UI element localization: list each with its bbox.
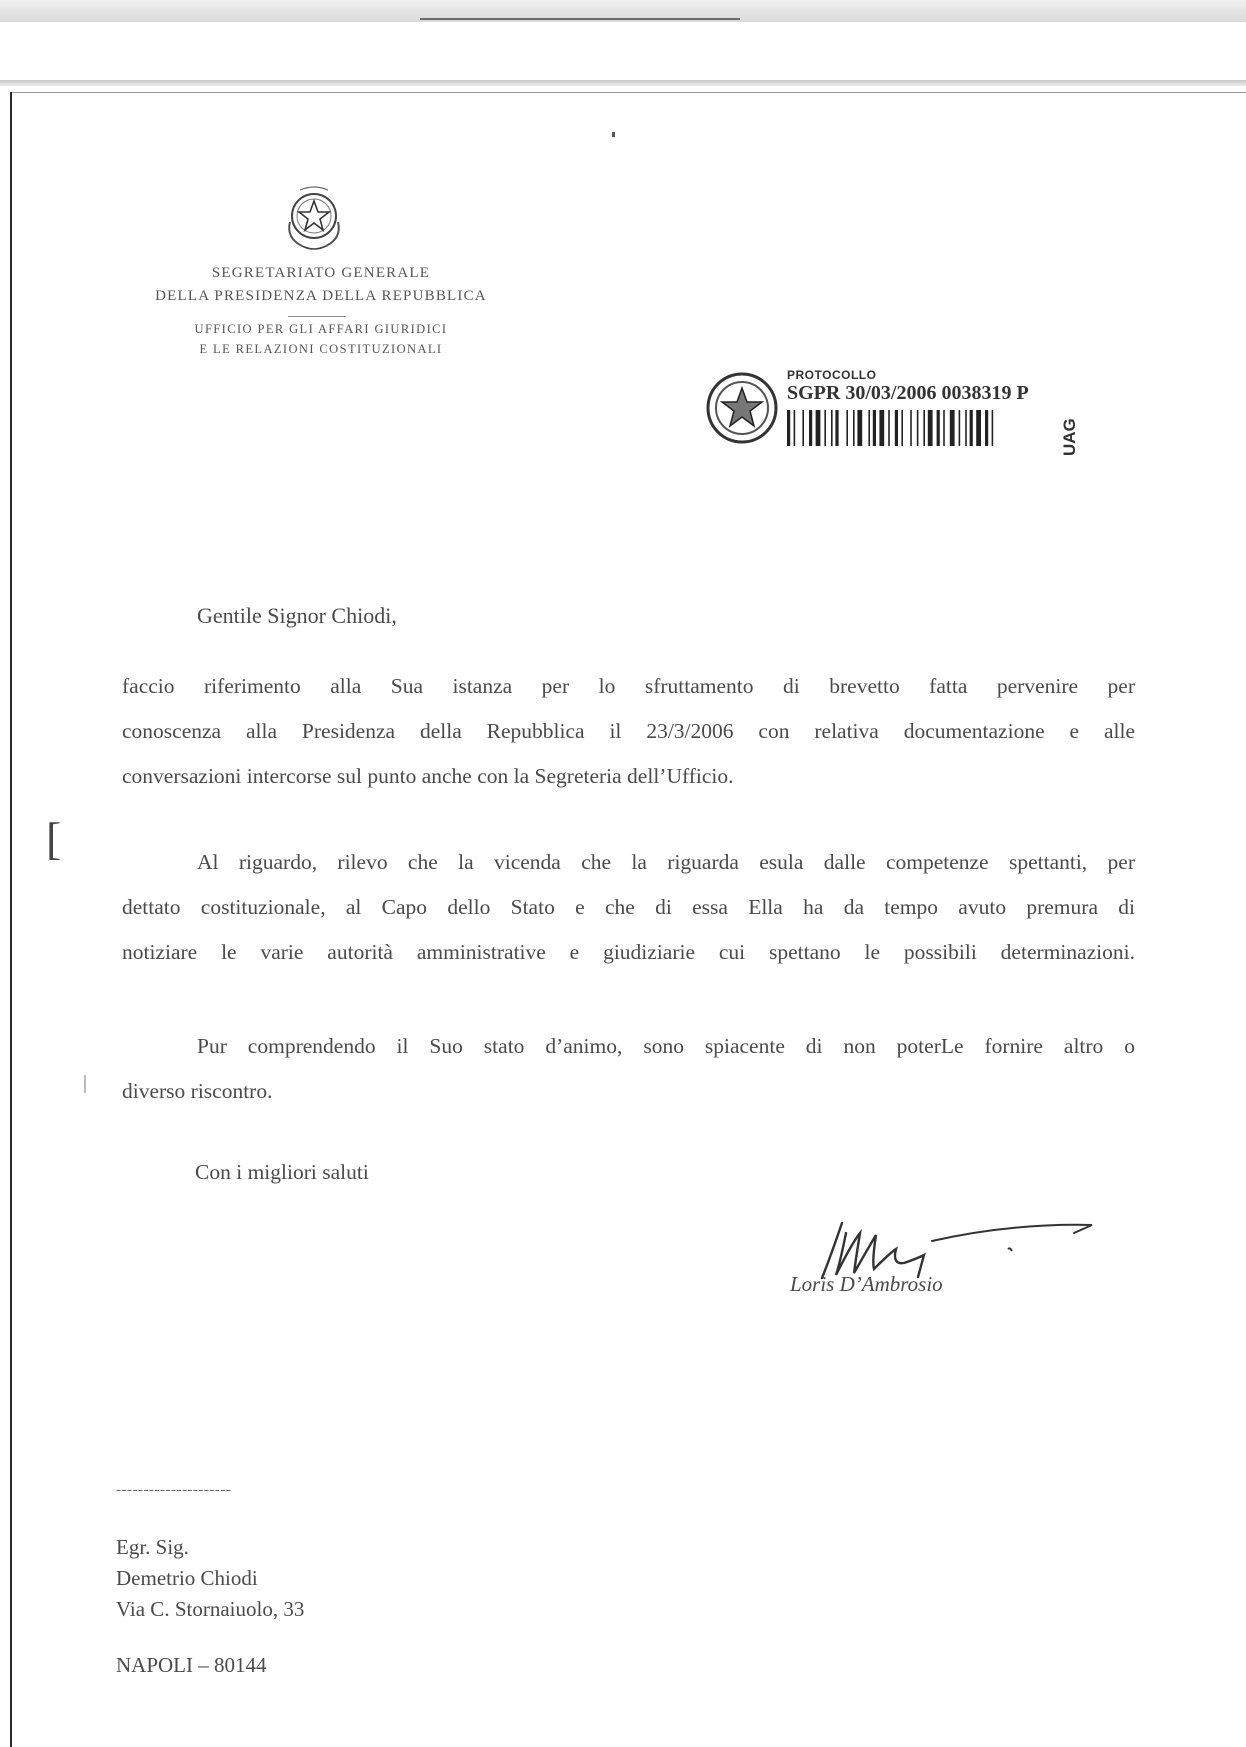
paragraph-line: conoscenza alla Presidenza della Repubblica il 23/3/2006 con relativa documentazione e alle <box>122 719 1135 743</box>
barcode-bar <box>809 410 812 446</box>
address-title: Egr. Sig. <box>116 1535 189 1559</box>
barcode-bar <box>835 410 838 446</box>
barcode-bar <box>959 410 961 446</box>
letterhead-line-2: DELLA PRESIDENZA DELLA REPUBBLICA <box>155 288 487 304</box>
paragraph-line: diverso riscontro. <box>122 1079 273 1103</box>
paragraph-line: conversazioni intercorse sul punto anche con la Segreteria dell’Ufficio. <box>122 764 734 788</box>
paragraph-1 <box>122 664 1135 799</box>
signer-name: Loris D’Ambrosio <box>790 1272 943 1296</box>
barcode-bar <box>910 410 912 446</box>
address-separator: --------------------- <box>116 1482 232 1498</box>
barcode-bar <box>976 410 981 446</box>
barcode-bar <box>824 410 826 446</box>
paragraph-line: Pur comprendendo il Suo stato d’animo, sono spiacente di non poterLe fornire altro o <box>197 1034 1135 1058</box>
stamp-protocol-code: SGPR 30/03/2006 0038319 P <box>787 382 1029 404</box>
page-top-edge <box>10 92 1246 93</box>
letterhead-office-2: E LE RELAZIONI COSTITUZIONALI <box>199 342 443 356</box>
barcode-bar <box>965 410 967 446</box>
barcode-bar <box>873 410 876 446</box>
barcode-bar <box>831 410 833 446</box>
paragraph-2 <box>122 840 1135 975</box>
margin-mark: [ <box>46 813 62 864</box>
barcode-bar <box>992 410 994 446</box>
stamp-side-code: UAG <box>1060 418 1079 456</box>
closing: Con i migliori saluti <box>195 1160 369 1184</box>
page-left-edge <box>10 92 12 1747</box>
stamp-label: PROTOCOLLO <box>787 368 877 382</box>
address-name: Demetrio Chiodi <box>116 1566 258 1590</box>
paragraph-3 <box>122 1024 1135 1114</box>
salutation: Gentile Signor Chiodi, <box>197 603 397 628</box>
barcode-bar <box>985 410 988 446</box>
barcode-bar <box>787 410 790 446</box>
barcode-bar <box>928 410 933 446</box>
barcode-bar <box>937 410 940 446</box>
paragraph-line: faccio riferimento alla Sua istanza per lo sfruttamento di brevetto fatta pervenire per <box>122 674 1135 698</box>
barcode-bar <box>923 410 925 446</box>
scan-speck <box>612 132 615 137</box>
barcode-bar <box>846 410 848 446</box>
barcode-icon <box>787 410 1055 446</box>
letterhead-office-1: UFFICIO PER GLI AFFARI GIURIDICI <box>194 322 448 336</box>
stamp-emblem-icon <box>702 368 782 448</box>
barcode-bar <box>950 410 955 446</box>
barcode-bar <box>970 410 973 446</box>
barcode-bar <box>853 410 855 446</box>
protocol-stamp <box>702 364 1092 460</box>
barcode-bar <box>857 410 862 446</box>
barcode-bar <box>888 410 890 446</box>
barcode-bar <box>868 410 870 446</box>
address-street: Via C. Stornaiuolo, 33 <box>116 1597 305 1621</box>
barcode-bar <box>816 410 821 446</box>
paragraph-line: dettato costituzionale, al Capo dello Stato e che di essa Ella ha da tempo avuto premura di <box>122 895 1135 919</box>
scan-band <box>0 80 1246 86</box>
scan-top-mark <box>420 18 740 20</box>
barcode-bar <box>879 410 884 446</box>
barcode-bar <box>917 410 919 446</box>
barcode-bar <box>895 410 898 446</box>
address-city: NAPOLI – 80144 <box>116 1653 267 1677</box>
barcode-bar <box>794 410 796 446</box>
barcode-bar <box>802 410 804 446</box>
scan-speck <box>84 1075 86 1093</box>
barcode-bar <box>901 410 903 446</box>
paragraph-line: Al riguardo, rilevo che la vicenda che la riguarda esula dalle competenze spettanti, per <box>197 850 1135 874</box>
letterhead-divider <box>288 316 346 317</box>
republic-emblem-icon <box>278 182 350 254</box>
letterhead-line-1: SEGRETARIATO GENERALE <box>211 265 431 281</box>
barcode-bar <box>943 410 945 446</box>
paragraph-line: notiziare le varie autorità amministrative e giudiziarie cui spettano le possibili determinazioni. <box>122 940 1135 964</box>
